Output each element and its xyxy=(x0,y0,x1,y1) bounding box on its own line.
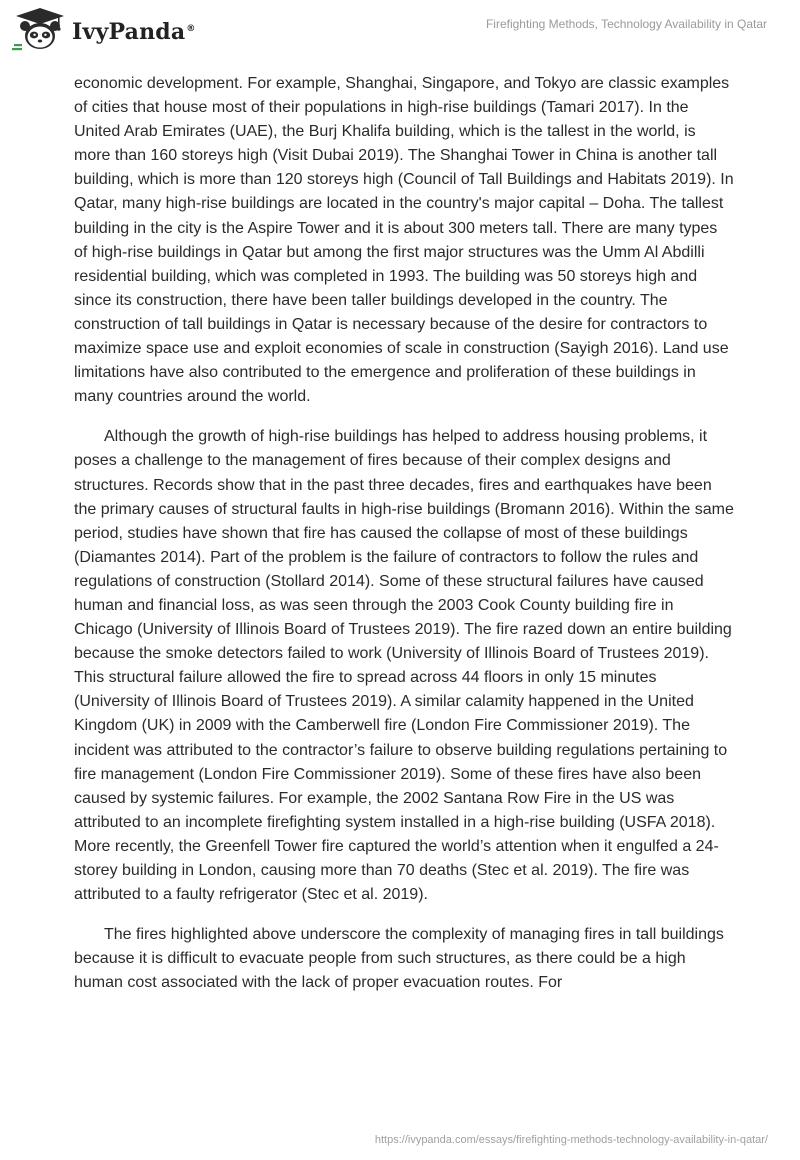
essay-body xyxy=(74,72,734,1011)
registered-mark: ® xyxy=(186,23,196,34)
logo-wordmark: IvyPanda® xyxy=(72,19,196,45)
panda-graduate-icon xyxy=(12,6,68,52)
page-header xyxy=(0,0,800,60)
paragraph-3: The fires highlighted above underscore the complexity of managing fires in tall buildings because it is difficult to evacuate people from such structures, as there could be a high human cost associated with the lack of proper evacuation routes. For xyxy=(74,926,724,992)
paragraph-2: Although the growth of high-rise buildings has helped to address housing problems, it poses a challenge to the management of fires because of their complex designs and structures. Records show that in the past three decades, fires and earthquakes have been the primary causes of structural faults in high-rise buildings (Bromann 2016). Within the same period, studies have shown that fire has caused the collapse of most of these buildings (Diamantes 2014). Part of the problem is the failure of contractors to follow the rules and regulations of construction (Stollard 2014). Some of these structural failures have caused human and financial loss, as was seen through the 2003 Cook County building fire in Chicago (University of Illinois Board of Trustees 2019). The fire razed down an entire building because the smoke detectors failed to work (University of Illinois Board of Trustees 2019). This structural failure allowed the fire to spread across 44 floors in only 15 minutes (University of Illinois Board of Trustees 2019). A similar calamity happened in the United Kingdom (UK) in 2009 with the Camberwell fire (London Fire Commissioner 2019). The incident was attributed to the contractor’s failure to observe building regulations pertaining to fire management (London Fire Commissioner 2019). Some of these fires have also been caused by systemic failures. For example, the 2002 Santana Row Fire in the US was attributed to an incomplete firefighting system installed in a high-rise building (USFA 2018). More recently, the Greenfell Tower fire captured the world’s attention when it engulfed a 24-storey building in London, causing more than 70 deaths (Stec et al. 2019). The fire was attributed to a faulty refrigerator (Stec et al. 2019). xyxy=(74,428,734,904)
document-title: Firefighting Methods, Technology Availability in Qatar xyxy=(485,17,767,31)
source-url[interactable]: https://ivypanda.com/essays/firefighting-methods-technology-availability-in-qatar/ xyxy=(374,1134,768,1146)
ivypanda-logo[interactable] xyxy=(12,6,196,52)
paragraph-1: economic development. For example, Shanghai, Singapore, and Tokyo are classic examples of cities that house most of their populations in high-rise buildings (Tamari 2017). In the United Arab Emirates (UAE), the Burj Khalifa building, which is the tallest in the world, is more than 160 storeys high (Visit Dubai 2019). The Shanghai Tower in China is another tall building, which is more than 120 storeys high (Council of Tall Buildings and Habitats 2019). In Qatar, many high-rise buildings are located in the country's major capital – Doha. The tallest building in the city is the Aspire Tower and it is about 300 meters tall. There are many types of high-rise buildings in Qatar but among the first major structures was the Umm Al Abdilli residential building, which was completed in 1993. The building was 50 storeys high and since its construction, there have been taller buildings developed in the country. The construction of tall buildings in Qatar is necessary because of the desire for contractors to maximize space use and exploit economies of scale in construction (Sayigh 2016). Land use limitations have also contributed to the emergence and proliferation of these buildings in many countries around the world. xyxy=(74,75,734,406)
